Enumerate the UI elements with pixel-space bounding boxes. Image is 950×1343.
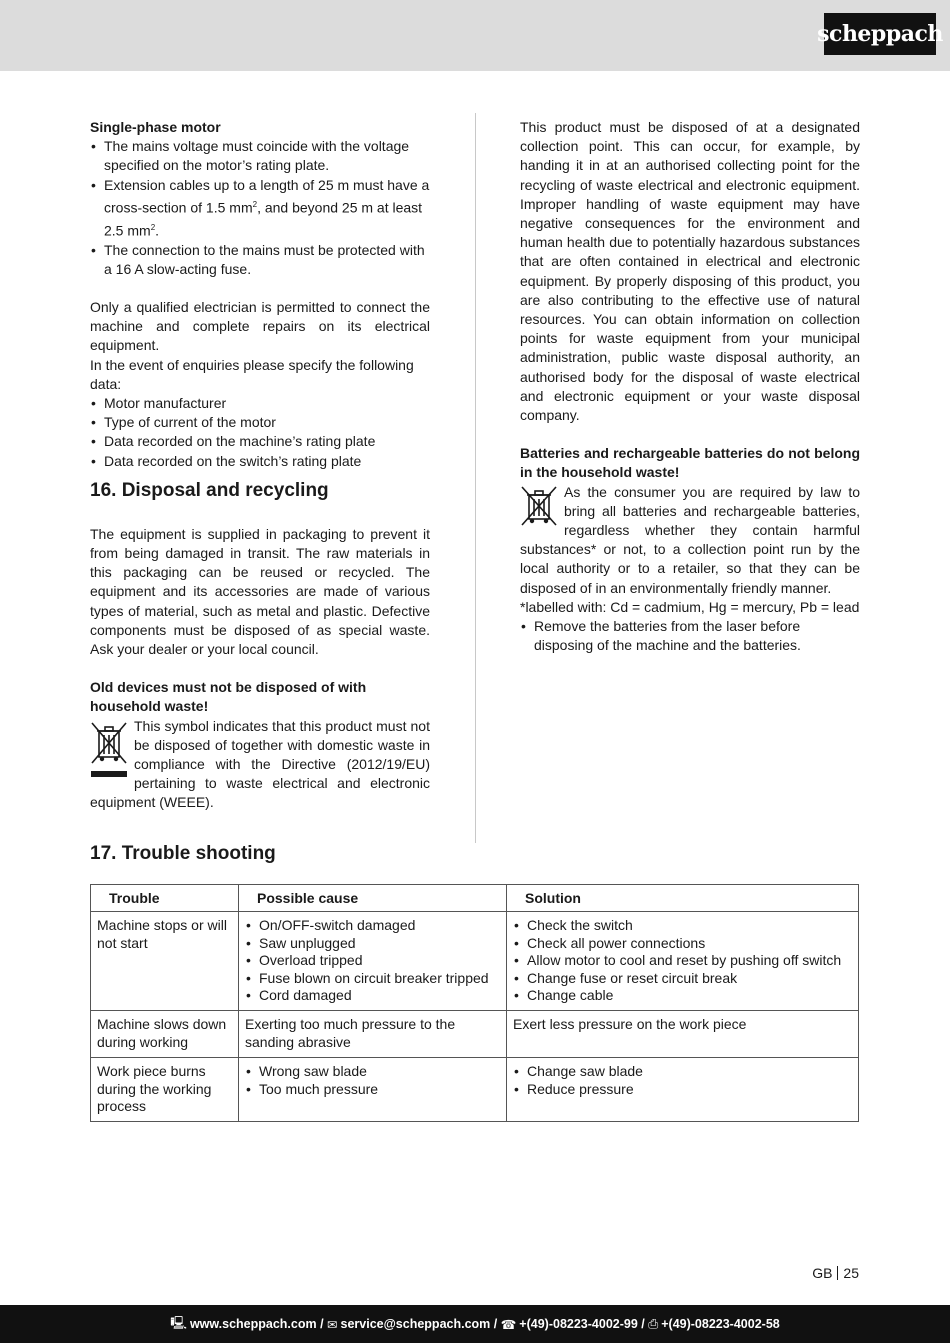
trouble-cell: Work piece burns during the working process bbox=[91, 1058, 239, 1122]
telephone-icon: ☎︎ bbox=[500, 1317, 517, 1332]
list-item: • Data recorded on the switch’s rating plate bbox=[90, 452, 430, 471]
left-column bbox=[90, 118, 430, 813]
list-item: • Motor manufacturer bbox=[90, 394, 430, 413]
weee-paragraph: This symbol indicates that this product must not be disposed of together with domestic waste in compliance with the Directive (2012/19/EU) pertaining to waste electrical and electronic equipment (WEEE). bbox=[90, 717, 430, 811]
list-item: • The connection to the mains must be protected with a 16 A slow-acting fuse. bbox=[90, 241, 430, 279]
battery-list bbox=[520, 617, 860, 655]
superscript: 2 bbox=[150, 222, 156, 232]
column-header-solution: Solution bbox=[507, 885, 859, 912]
list-item: • Too much pressure bbox=[245, 1081, 500, 1098]
disposal-paragraph: The equipment is supplied in packaging to prevent it from being damaged in transit. The raw materials in this packaging can be reused or recycled. The equipment and its accessories are made of various types of material, such as metal and plastic. Defective components must be disposed of as special waste. Ask your dealer or your local council. bbox=[90, 525, 430, 657]
list-item: • Cord damaged bbox=[245, 987, 500, 1004]
labelled-paragraph: *labelled with: Cd = cadmium, Hg = mercury, Pb = lead bbox=[520, 598, 860, 615]
list-item: • Reduce pressure bbox=[513, 1081, 852, 1098]
electrician-paragraph: Only a qualified electrician is permitted to connect the machine and complete repairs on its electrical equipment. bbox=[90, 298, 430, 354]
page-language: GB bbox=[812, 1265, 833, 1281]
solution-cell bbox=[507, 1058, 859, 1122]
cause-cell: Exerting too much pressure to the sanding abrasive bbox=[239, 1011, 507, 1058]
right-column bbox=[520, 118, 860, 655]
list-item: • Fuse blown on circuit breaker tripped bbox=[245, 970, 500, 987]
old-devices-heading: Old devices must not be disposed of with household waste! bbox=[90, 679, 367, 715]
batteries-heading: Batteries and rechargeable batteries do not belong in the household waste! bbox=[520, 445, 860, 481]
table-row bbox=[91, 1058, 859, 1122]
footer-website[interactable]: www.scheppach.com / bbox=[189, 1317, 324, 1331]
list-item: • Change saw blade bbox=[513, 1063, 852, 1080]
cause-cell bbox=[239, 1058, 507, 1122]
brand-logo: scheppach bbox=[824, 13, 936, 55]
table-row bbox=[91, 1011, 859, 1058]
list-item: • Overload tripped bbox=[245, 952, 500, 969]
footer-phone: +(49)-08223-4002-99 / bbox=[519, 1317, 645, 1331]
troubleshooting-table bbox=[90, 884, 859, 1122]
list-item: • The mains voltage must coincide with the voltage specified on the motor’s rating plate. bbox=[90, 137, 430, 175]
batteries-paragraph: As the consumer you are required by law to bring all batteries and rechargeable batteries, regardless whether they contain harmful substances* or not, to a collection point run by the local authority or to a retailer, so that they can be disposed of in an environmentally friendly manner. bbox=[520, 483, 860, 596]
extension-text-3: . bbox=[155, 222, 160, 239]
list-item: • Saw unplugged bbox=[245, 935, 500, 952]
list-item: • On/OFF-switch damaged bbox=[245, 917, 500, 934]
page-number-value: 25 bbox=[843, 1265, 859, 1281]
list-item: • Allow motor to cool and reset by pushing off switch bbox=[513, 952, 852, 969]
list-item: • Type of current of the motor bbox=[90, 413, 430, 432]
troubleshooting-title: 17. Trouble shooting bbox=[90, 843, 276, 864]
solution-cell bbox=[507, 912, 859, 1011]
footer-bar bbox=[0, 1305, 950, 1343]
list-item: • Change cable bbox=[513, 987, 852, 1004]
list-item: • Check all power connections bbox=[513, 935, 852, 952]
solution-cell: Exert less pressure on the work piece bbox=[507, 1011, 859, 1058]
list-item: • Wrong saw blade bbox=[245, 1063, 500, 1080]
crossed-out-wheelie-bin-icon bbox=[520, 485, 560, 529]
list-item: • Remove the batteries from the laser before disposing of the machine and the batteries. bbox=[520, 617, 860, 655]
list-item: • Data recorded on the machine’s rating plate bbox=[90, 432, 430, 451]
list-item-extension-cables bbox=[90, 176, 430, 241]
trouble-cell: Machine slows down during working bbox=[91, 1011, 239, 1058]
envelope-icon: ✉︎ bbox=[327, 1317, 338, 1332]
list-item: • Check the switch bbox=[513, 917, 852, 934]
single-phase-heading: Single-phase motor bbox=[90, 119, 221, 135]
enquiry-list bbox=[90, 394, 430, 471]
column-header-cause: Possible cause bbox=[239, 885, 507, 912]
single-phase-list bbox=[90, 137, 430, 279]
extension-text-1: Extension cables up to a length of 25 m must have a cross-section of 1.5 mm bbox=[104, 176, 430, 216]
computer-icon: 🖳︎ bbox=[170, 1315, 187, 1330]
fax-icon: ⎙ bbox=[648, 1316, 659, 1331]
disposal-section-title: 16. Disposal and recycling bbox=[90, 479, 329, 501]
crossed-out-wheelie-bin-icon bbox=[90, 719, 130, 783]
page-number bbox=[812, 1265, 859, 1281]
list-item: • Change fuse or reset circuit break bbox=[513, 970, 852, 987]
column-header-trouble: Trouble bbox=[91, 885, 239, 912]
footer-fax: +(49)-08223-4002-58 bbox=[661, 1317, 780, 1331]
superscript: 2 bbox=[252, 199, 258, 209]
enquiries-paragraph: In the event of enquiries please specify the following data: bbox=[90, 356, 414, 392]
cause-cell bbox=[239, 912, 507, 1011]
table-row bbox=[91, 912, 859, 1011]
extension-text-2: , and beyond 25 m at least 2.5 mm bbox=[104, 199, 423, 239]
column-divider bbox=[475, 113, 476, 843]
collection-point-paragraph: This product must be disposed of at a designated collection point. This can occur, for example, by handing it in at an authorised collecting point for the recycling of waste electrical and electronic equipment. Improper handling of waste equipment may have negative consequences for the environment and human health due to potentially hazardous substances that are often contained in electrical and electronic equipment. By properly disposing of this product, you are also contributing to the effective use of natural resources. You can obtain information on collection points for waste equipment from your municipal administration, public waste disposal authority, an authorised body for the disposal of waste electrical and electronic equipment or your waste disposal company. bbox=[520, 119, 860, 424]
table-header-row bbox=[91, 885, 859, 912]
header-band bbox=[0, 0, 950, 71]
trouble-cell: Machine stops or will not start bbox=[91, 912, 239, 1011]
footer-email[interactable]: service@scheppach.com / bbox=[340, 1317, 498, 1331]
